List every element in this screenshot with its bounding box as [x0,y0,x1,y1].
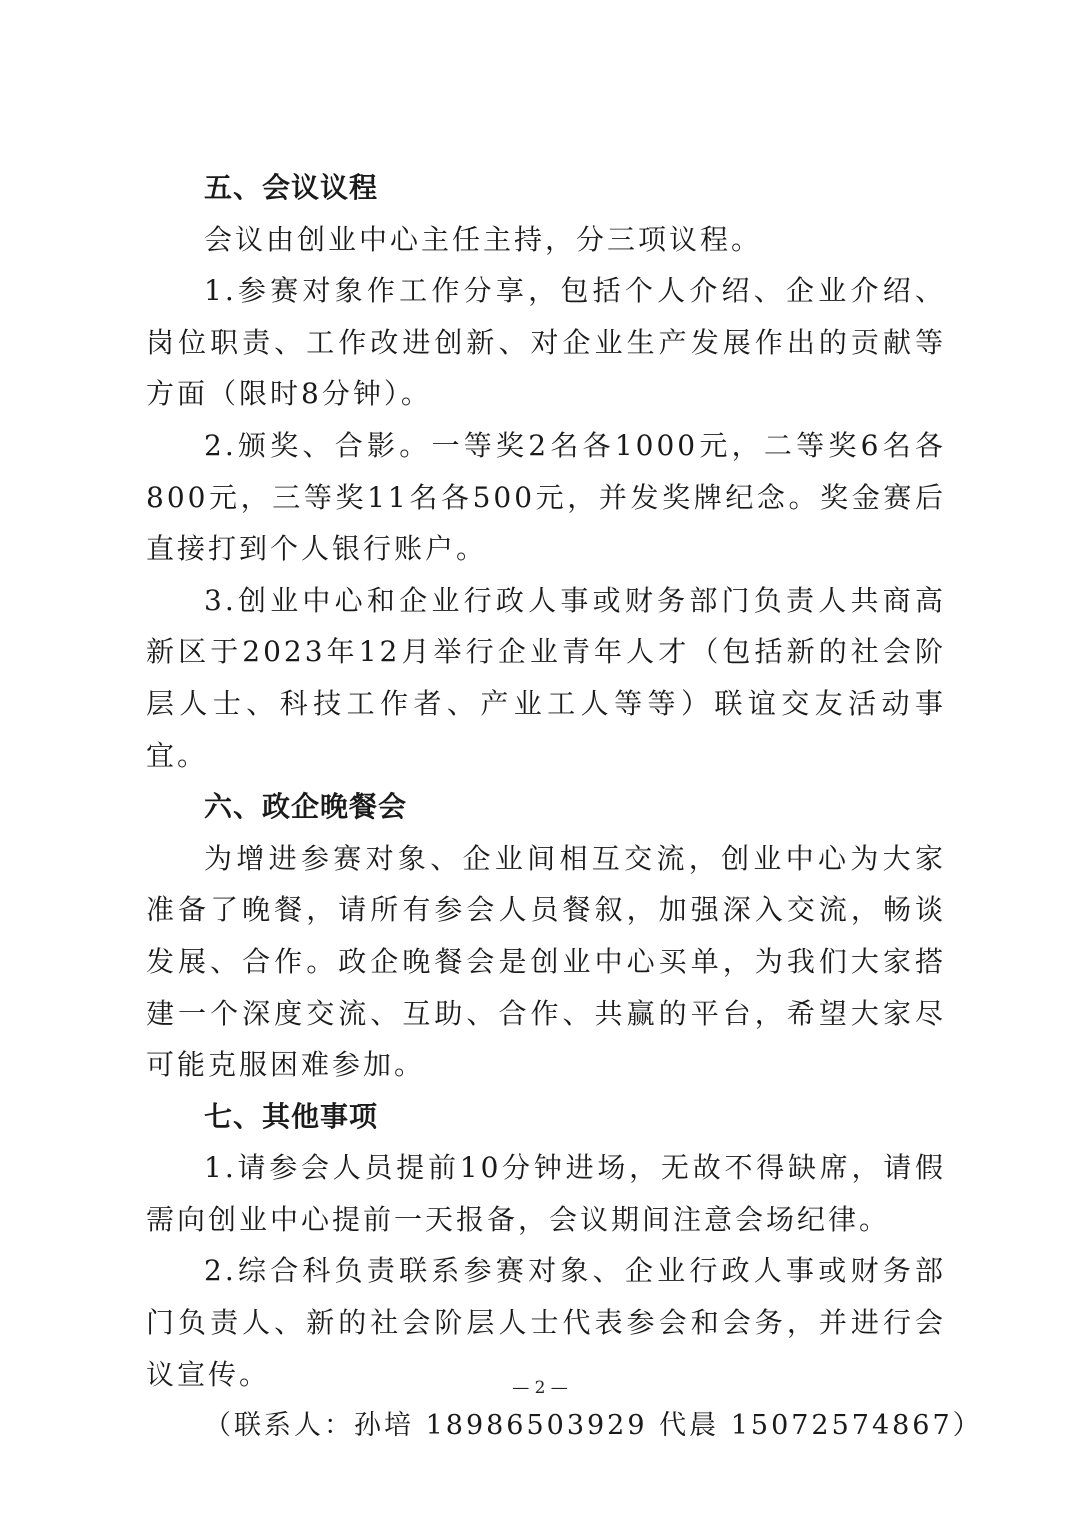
page-number: — 2 — [512,1378,568,1398]
agenda-item-2-paragraph: 2.颁奖、合影。一等奖2名各1000元，二等奖6名各800元，三等奖11名各500元，并发奖牌纪念。奖金赛后直接打到个人银行账户。 [146,428,946,566]
contact-info: （联系人：孙培 18986503929 代晨 15072574867） [204,1410,983,1442]
section-heading-other-matters: 七、其他事项 [204,1099,379,1133]
agenda-item-3-paragraph: 3.创业中心和企业行政人事或财务部门负责人共商高新区于2023年12月举行企业青年人才（包括新的社会阶层人士、科技工作者、产业工人等等）联谊交友活动事宜。 [146,583,946,772]
agenda-intro-paragraph: 会议由创业中心主任主持，分三项议程。 [204,222,763,256]
dinner-paragraph: 为增进参赛对象、企业间相互交流，创业中心为大家准备了晚餐，请所有参会人员餐叙，加强深入交流，畅谈发展、合作。政企晚餐会是创业中心买单，为我们大家搭建一个深度交流、互助、合作、共赢的平台，希望大家尽可能克服困难参加。 [146,841,946,1082]
section-heading-agenda: 五、会议议程 [204,171,379,204]
agenda-item-1-paragraph: 1.参赛对象作工作分享，包括个人介绍、企业介绍、岗位职责、工作改进创新、对企业生产发展作出的贡献等方面（限时8分钟）。 [146,274,946,411]
other-matters-item-2-paragraph: 2.综合科负责联系参赛对象、企业行政人事或财务部门负责人、新的社会阶层人士代表参会和会务，并进行会议宣传。 [146,1254,946,1391]
document-body [146,162,983,1452]
section-heading-dinner: 六、政企晚餐会 [204,790,408,824]
other-matters-item-1-paragraph: 1.请参会人员提前10分钟进场，无故不得缺席，请假需向创业中心提前一天报备，会议期间注意会场纪律。 [146,1151,946,1236]
